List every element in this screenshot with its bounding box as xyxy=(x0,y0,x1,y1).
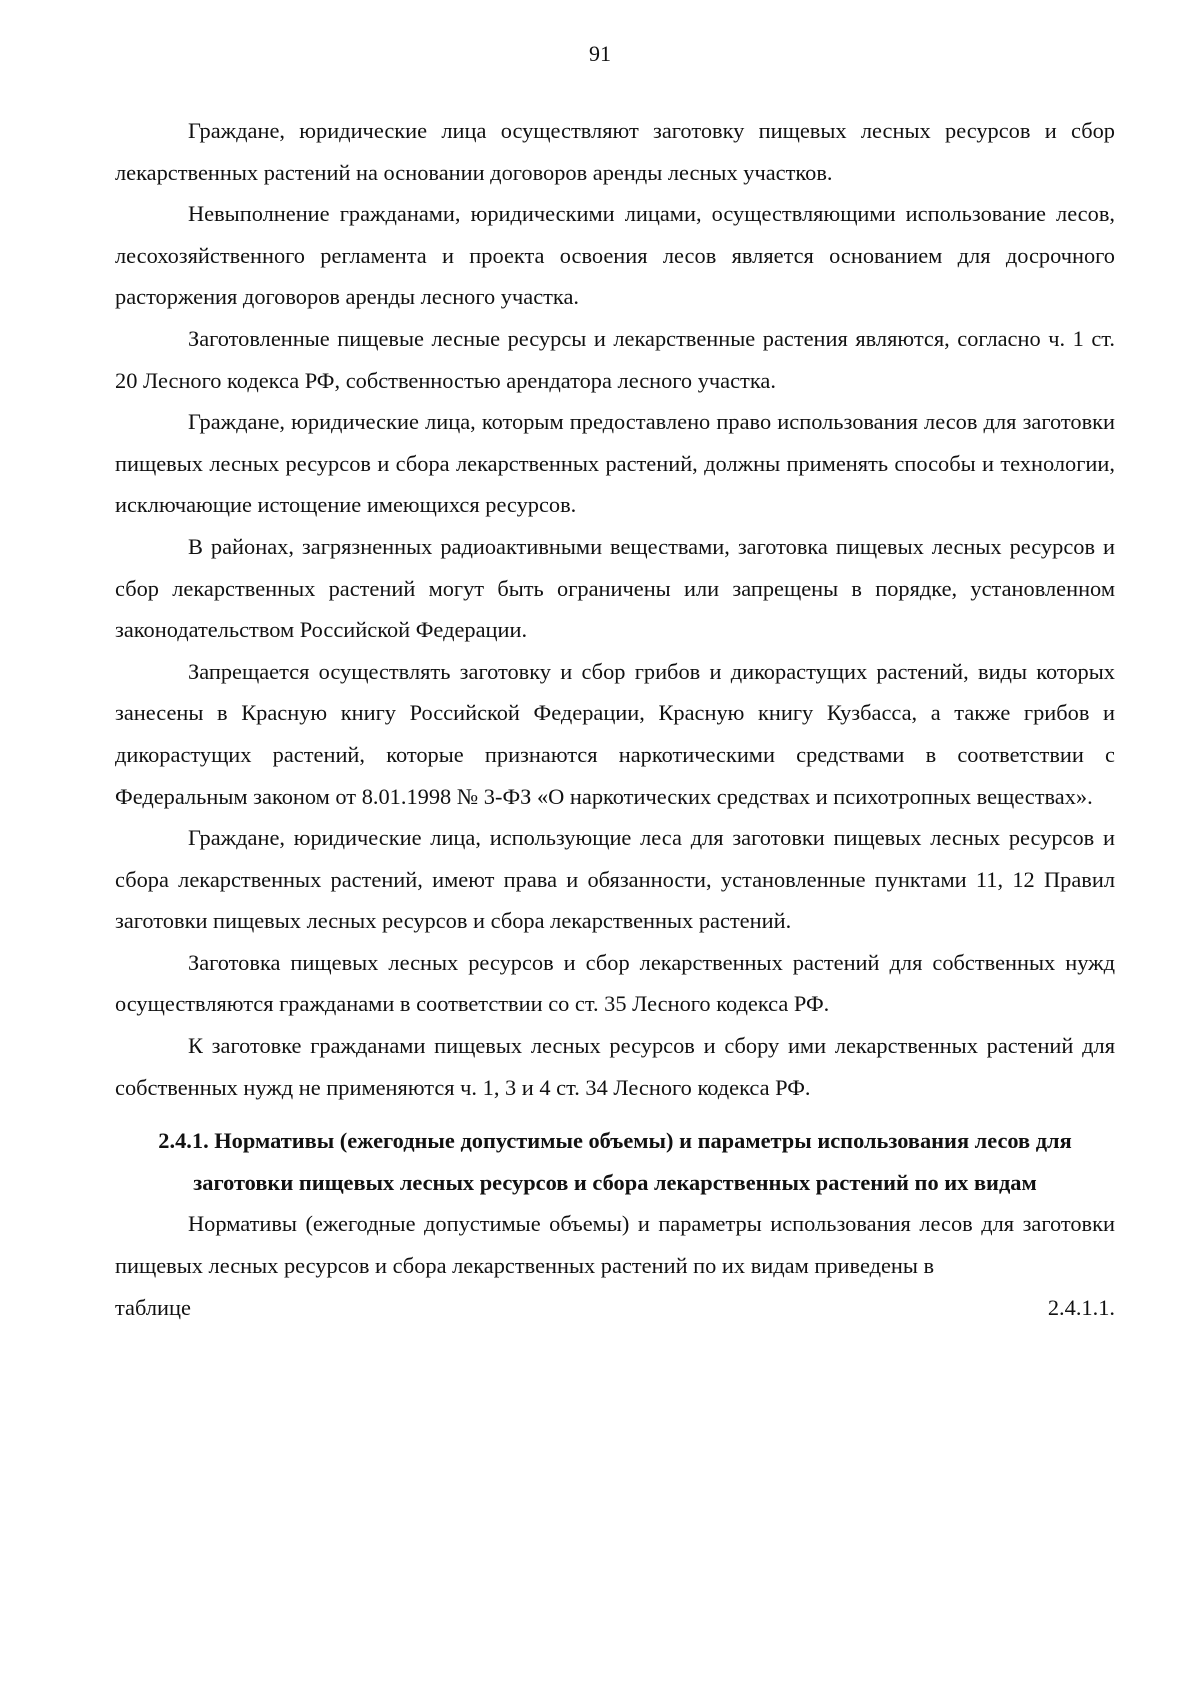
paragraph: В районах, загрязненных радиоактивными веществами, заготовка пищевых лесных ресурсов и сбор лекарственных растений могут быть ограничены или запрещены в порядке, установленном законодательством Российской Федерации. xyxy=(115,533,1115,643)
paragraph: Граждане, юридические лица, которым предоставлено право использования лесов для заготовки пищевых лесных ресурсов и сбора лекарственных растений, должны применять способы и технологии, исключающие истощение имеющихся ресурсов. xyxy=(115,409,1115,518)
document-body xyxy=(115,110,1115,1328)
table-reference-word: таблице xyxy=(115,1294,191,1320)
paragraph: К заготовке гражданами пищевых лесных ресурсов и сбору ими лекарственных растений для собственных нужд не применяются ч. 1, 3 и 4 ст. 34 Лесного кодекса РФ. xyxy=(115,1033,1115,1100)
paragraph: Граждане, юридические лица осуществляют заготовку пищевых лесных ресурсов и сбор лекарственных растений на основании договоров аренды лесных участков. xyxy=(115,118,1115,185)
paragraph: Запрещается осуществлять заготовку и сбор грибов и дикорастущих растений, виды которых занесены в Красную книгу Российской Федерации, Красную книгу Кузбасса, а также грибов и дикорастущих растений, которые признаются наркотическими средствами в соответствии с Федеральным законом от 8.01.1998 № 3-ФЗ «О наркотических средствах и психотропных веществах». xyxy=(115,658,1115,809)
paragraph: Заготовленные пищевые лесные ресурсы и лекарственные растения являются, согласно ч. 1 ст. 20 Лесного кодекса РФ, собственностью арендатора лесного участка. xyxy=(115,325,1115,393)
paragraph: Невыполнение гражданами, юридическими лицами, осуществляющими использование лесов, лесохозяйственного регламента и проекта освоения лесов является основанием для досрочного расторжения договоров аренды лесного участка. xyxy=(115,201,1115,310)
table-reference-number: 2.4.1.1. xyxy=(1047,1294,1115,1320)
page-number: 91 xyxy=(589,41,611,66)
section-heading: 2.4.1. Нормативы (ежегодные допустимые объемы) и параметры использования лесов для заготовки пищевых лесных ресурсов и сбора лекарственных растений по их видам xyxy=(158,1128,1072,1195)
paragraph: Граждане, юридические лица, использующие леса для заготовки пищевых лесных ресурсов и сбора лекарственных растений, имеют права и обязанности, установленные пунктами 11, 12 Правил заготовки пищевых лесных ресурсов и сбора лекарственных растений. xyxy=(115,825,1115,934)
table-reference-line xyxy=(115,1287,1115,1329)
final-paragraph: Нормативы (ежегодные допустимые объемы) и параметры использования лесов для заготовки пищевых лесных ресурсов и сбора лекарственных растений по их видам приведены в xyxy=(115,1211,1115,1279)
paragraph: Заготовка пищевых лесных ресурсов и сбор лекарственных растений для собственных нужд осуществляются гражданами в соответствии со ст. 35 Лесного кодекса РФ. xyxy=(115,949,1115,1017)
